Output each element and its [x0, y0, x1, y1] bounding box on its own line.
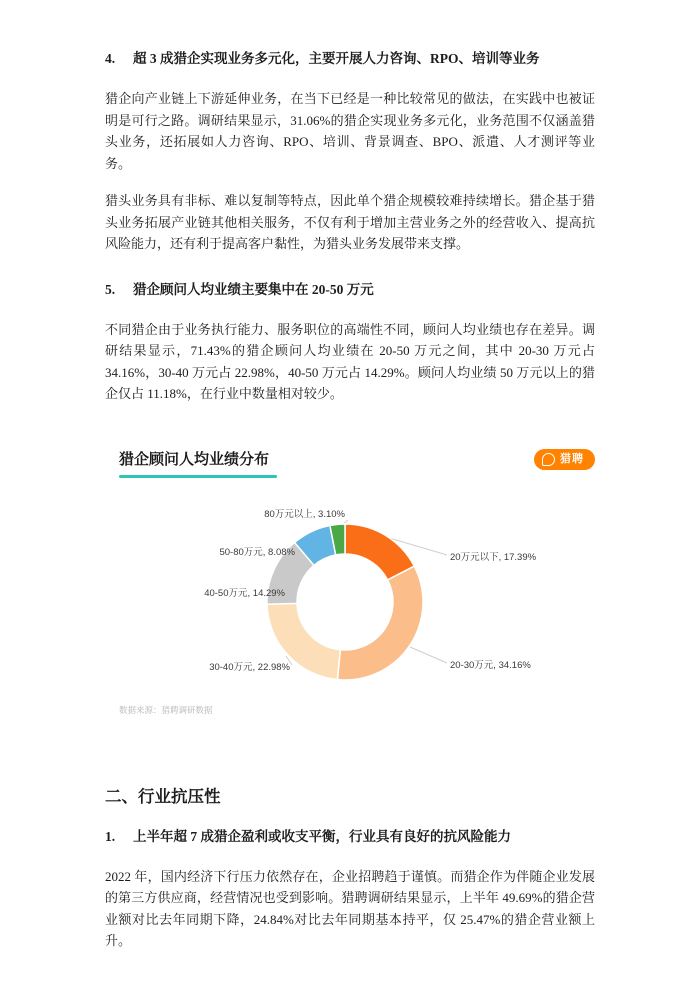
liepin-logo-text: 猎聘: [560, 452, 584, 465]
section-5-number: 5.: [105, 281, 116, 297]
section-4-paragraph-2: 猎头业务具有非标、难以复制等特点，因此单个猎企规模较难持续增长。猎企基于猎头业务拓展产业链其他相关服务，不仅有利于增加主营业务之外的经营收入、提高抗风险能力，还有利于提高客户黏性，为猎头业务发展带来支撑。: [105, 193, 595, 251]
chart-header: [105, 451, 595, 487]
chapter-2-sub-1-heading-text: 上半年超 7 成猎企盈利或收支平衡，行业具有良好的抗风险能力: [133, 828, 511, 844]
leader-line-2030: [410, 647, 447, 663]
section-4-paragraph-1: 猎企向产业链上下游延伸业务，在当下已经是一种比较常见的做法，在实践中也被证明是可行之路。调研结果显示，31.06%的猎企实现业务多元化，业务范围不仅涵盖猎头业务，还拓展如人力咨询、RPO、培训、背景调查、BPO、派遣、人才测评等业务。: [105, 91, 595, 171]
donut-label-under-20: 20万元以下, 17.39%: [450, 551, 537, 563]
donut-plot: [105, 487, 595, 697]
liepin-bubble-icon: [542, 453, 555, 466]
chapter-2-sub-1-heading: [105, 828, 595, 846]
section-4-heading: [105, 50, 595, 68]
donut-label-80plus: 80万元以上, 3.10%: [264, 508, 345, 520]
donut-label-50-80: 50-80万元, 8.08%: [219, 546, 295, 558]
chart-block: [105, 451, 595, 716]
section-5-heading-text: 猎企顾问人均业绩主要集中在 20-50 万元: [133, 281, 374, 297]
section-5-heading: [105, 281, 595, 299]
section-4-heading-text: 超 3 成猎企实现业务多元化，主要开展人力咨询、RPO、培训等业务: [133, 51, 540, 66]
chapter-2-heading: 二、行业抗压性: [105, 786, 221, 806]
chapter-2-paragraph-1: 2022 年，国内经济下行压力依然存在，企业招聘趋于谨慎。而猎企作为伴随企业发展的第三方供应商，经营情况也受到影响。猎聘调研结果显示，上半年 49.69%的猎企营业额对比去年同期下降，24.84%对比去年同期基本持平，仅 25.47%的猎企营业额上升。: [105, 868, 595, 948]
liepin-logo: [534, 449, 595, 470]
chart-source-note: 数据来源：猎聘调研数据: [119, 704, 213, 715]
section-5-paragraph-1: 不同猎企由于业务执行能力、服务职位的高端性不同，顾问人均业绩也存在差异。调研结果显示，71.43%的猎企顾问人均业绩在 20-50 万元之间，其中 20-30 万元占 34.16%，30-40 万元占 22.98%，40-50 万元占 14.29%。顾问人均业绩 50 万元以上的猎企仅占 11.18%，在行业中数量相对较少。: [105, 321, 595, 401]
donut-label-20-30: 20-30万元, 34.16%: [450, 659, 531, 671]
chart-title: 猎企顾问人均业绩分布: [119, 450, 270, 468]
donut-label-40-50: 40-50万元, 14.29%: [204, 587, 285, 599]
donut-slice-1: [337, 566, 423, 680]
chapter-2-sub-1-number: 1.: [105, 828, 116, 844]
donut-label-30-40: 30-40万元, 22.98%: [209, 661, 290, 673]
section-4-number: 4.: [105, 51, 116, 66]
chart-title-underline: [119, 475, 277, 478]
